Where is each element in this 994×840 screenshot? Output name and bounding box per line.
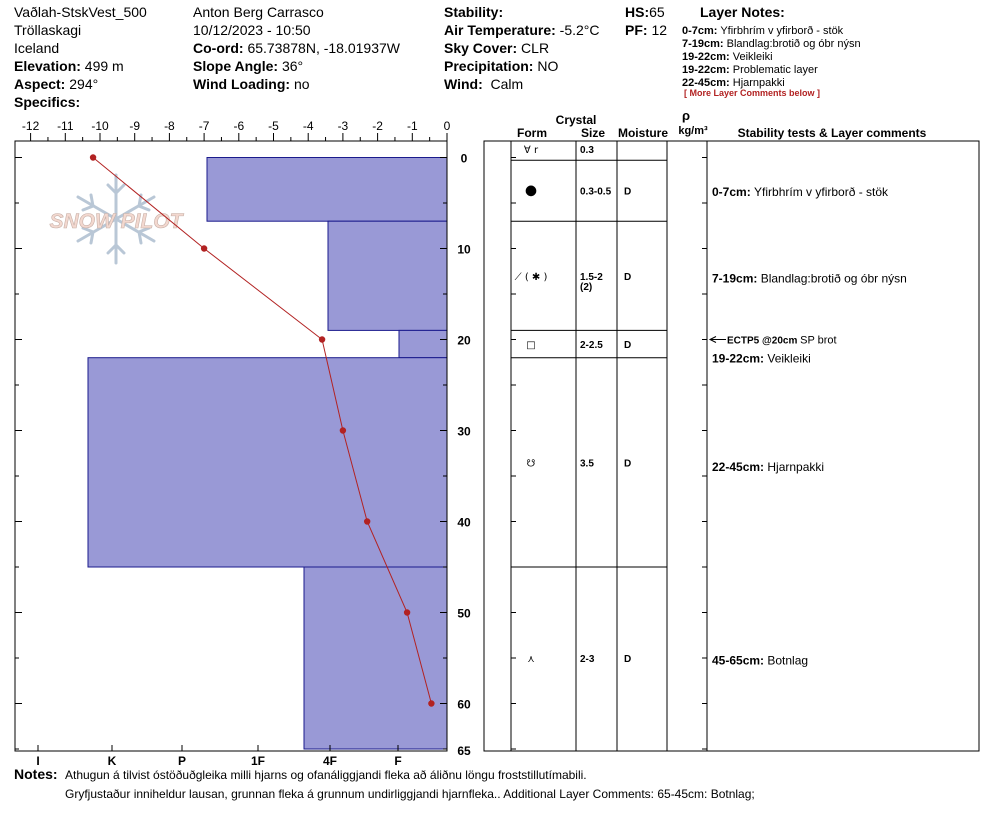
crystal-header: Crystal <box>555 113 597 127</box>
temp-tick-label: -7 <box>198 119 210 133</box>
grain-size: 1.5-2 <box>580 271 603 283</box>
stability-test <box>727 335 837 347</box>
elevation: Elevation: 499 m <box>14 58 124 74</box>
layer-notes-title: Layer Notes: <box>700 4 785 20</box>
layer-note: 19-22cm: Problematic layer <box>682 64 818 76</box>
temp-tick-label: -1 <box>406 119 418 133</box>
layer-comment-text: Yfirbhrím v yfirborð - stök <box>754 185 889 200</box>
depth-tick-label: 50 <box>457 606 471 621</box>
precipitation: Precipitation: NO <box>444 58 559 74</box>
notes-label: Notes: <box>14 766 58 782</box>
moisture: D <box>624 654 632 665</box>
stability-test-label: ECTP5 @20cm <box>727 335 801 347</box>
temperature-point <box>404 609 410 615</box>
temperature-point <box>428 700 434 706</box>
depth-tick-label: 20 <box>457 333 471 348</box>
more-layer-comments-link[interactable]: [ More Layer Comments below ] <box>684 88 821 98</box>
hardness-tick-label: P <box>177 754 187 768</box>
layer-comment-range: 19-22cm: <box>712 351 768 366</box>
temp-tick-label: -12 <box>21 119 40 133</box>
layer-comment-range: 7-19cm: <box>712 271 761 286</box>
layer-note: 7-19cm: Blandlag:brotið og óbr nýsn <box>682 38 861 50</box>
stability: Stability: <box>444 4 504 20</box>
layer-comment-range: 0-7cm: <box>712 185 755 200</box>
stability-test-result: SP brot <box>800 334 837 347</box>
temp-tick-label: -5 <box>268 119 279 133</box>
density-header: ρ <box>681 108 691 123</box>
temp-tick-label: -3 <box>337 119 349 133</box>
temp-tick-label: -4 <box>302 119 314 133</box>
notes-line-2: Gryfjustaður inniheldur lausan, grunnan fleka á grunnum undirliggjandi hjarnfleka.. Additional Layer Comments: 65-45cm: Botnlag; <box>65 787 755 801</box>
snow-height: HS:65 <box>625 4 665 20</box>
grain-form: □ <box>526 340 536 352</box>
grain-size: 2-2.5 <box>580 340 603 352</box>
layer-comment <box>712 352 811 366</box>
layer-note: 22-45cm: Hjarnpakki <box>682 77 785 89</box>
hardness-bar <box>399 330 447 357</box>
temp-tick-label: -6 <box>233 119 245 133</box>
observer: Anton Berg Carrasco <box>193 4 324 20</box>
temperature-point <box>364 518 370 524</box>
grain-size: 0.3 <box>580 145 594 156</box>
wind-loading: Wind Loading: no <box>193 76 310 92</box>
country: Iceland <box>14 40 60 56</box>
watermark-text: SNOW PILOT <box>49 210 183 233</box>
coordinates: Co-ord: 65.73878N, -18.01937W <box>193 40 400 56</box>
hardness-tick-label: I <box>36 754 40 768</box>
depth-tick-label: 65 <box>457 744 471 758</box>
temp-tick-label: -8 <box>164 119 175 133</box>
site-name: Vaðlah-StskVest_500 <box>14 4 147 20</box>
hardness-bar <box>207 158 447 222</box>
layer-comment-text: Veikleiki <box>767 351 811 366</box>
moisture: D <box>624 271 632 283</box>
depth-tick-label: 30 <box>457 424 471 439</box>
snowpilot-watermark <box>50 175 185 263</box>
layer-comment <box>712 272 907 286</box>
temp-tick-label: -2 <box>372 119 383 133</box>
moisture: D <box>624 186 632 198</box>
moisture: D <box>624 458 632 470</box>
slope-angle: Slope Angle: 36° <box>193 58 304 74</box>
temp-tick-label: -9 <box>129 119 141 133</box>
hardness-tick-label: 4F <box>322 754 338 768</box>
datetime: 10/12/2023 - 10:50 <box>193 22 311 38</box>
size-header: Size <box>580 126 606 140</box>
temp-tick-label: -10 <box>91 119 109 133</box>
grain-size: (2) <box>580 281 593 293</box>
grain-form: ☋ <box>526 458 536 470</box>
hardness-tick-label: F <box>394 754 402 768</box>
layer-note: 19-22cm: Veikleiki <box>682 51 773 63</box>
depth-tick-label: 60 <box>457 697 471 712</box>
layer-comment-text: Blandlag:brotið og óbr nýsn <box>760 271 907 286</box>
notes-line-1: Athugun á tilvist óstöðuðgleika milli hjarns og ofanáliggjandi fleka að áliðnu löngu froststillutímabili. <box>65 768 587 782</box>
moisture: D <box>624 340 632 352</box>
hardness-bar <box>304 567 447 749</box>
layer-comment <box>712 460 824 474</box>
temp-tick-label: -11 <box>57 119 74 133</box>
moisture-header: Moisture <box>617 126 669 140</box>
hardness-bar <box>88 358 447 567</box>
layer-comment-text: Hjarnpakki <box>767 459 825 474</box>
grain-form: ● <box>524 182 538 199</box>
layer-comment-range: 22-45cm: <box>712 459 768 474</box>
sky-cover: Sky Cover: CLR <box>444 40 550 56</box>
layer-comment-range: 45-65cm: <box>712 653 768 668</box>
temperature-point <box>201 245 207 251</box>
hardness-tick-label: K <box>107 754 117 768</box>
temperature-point <box>90 154 96 160</box>
grain-size: 0.3-0.5 <box>580 186 612 198</box>
layer-comment <box>712 185 889 199</box>
layer-comment-text: Botnlag <box>767 653 809 668</box>
depth-tick-label: 10 <box>457 242 471 257</box>
grain-form: ⟋ ( ✱ ) <box>514 271 548 283</box>
layer-note: 0-7cm: Yfirbhrím v yfirborð - stök <box>682 25 844 37</box>
depth-tick-label: 40 <box>457 515 471 530</box>
density-unit: kg/m³ <box>678 125 708 137</box>
grain-form: ∀ r <box>523 145 539 156</box>
temperature-point <box>319 336 325 342</box>
wind: Wind: Calm <box>444 76 524 92</box>
aspect: Aspect: 294° <box>14 76 99 92</box>
temperature-point <box>340 427 346 433</box>
grain-size: 3.5 <box>580 458 594 470</box>
specifics: Specifics: <box>14 94 81 110</box>
grain-form: ⋏ <box>527 654 535 665</box>
air-temperature: Air Temperature: -5.2°C <box>444 22 600 38</box>
hardness-tick-label: 1F <box>250 754 266 768</box>
layer-comment <box>712 654 808 668</box>
form-header: Form <box>517 126 547 140</box>
grain-size: 2-3 <box>580 654 595 665</box>
depth-tick-label: 0 <box>460 151 468 166</box>
hardness-bar <box>328 221 447 330</box>
region: Tröllaskagi <box>14 22 82 38</box>
comments-header: Stability tests & Layer comments <box>737 126 927 140</box>
penetration-foot: PF: 12 <box>625 22 668 38</box>
temp-tick-label: 0 <box>443 119 451 133</box>
